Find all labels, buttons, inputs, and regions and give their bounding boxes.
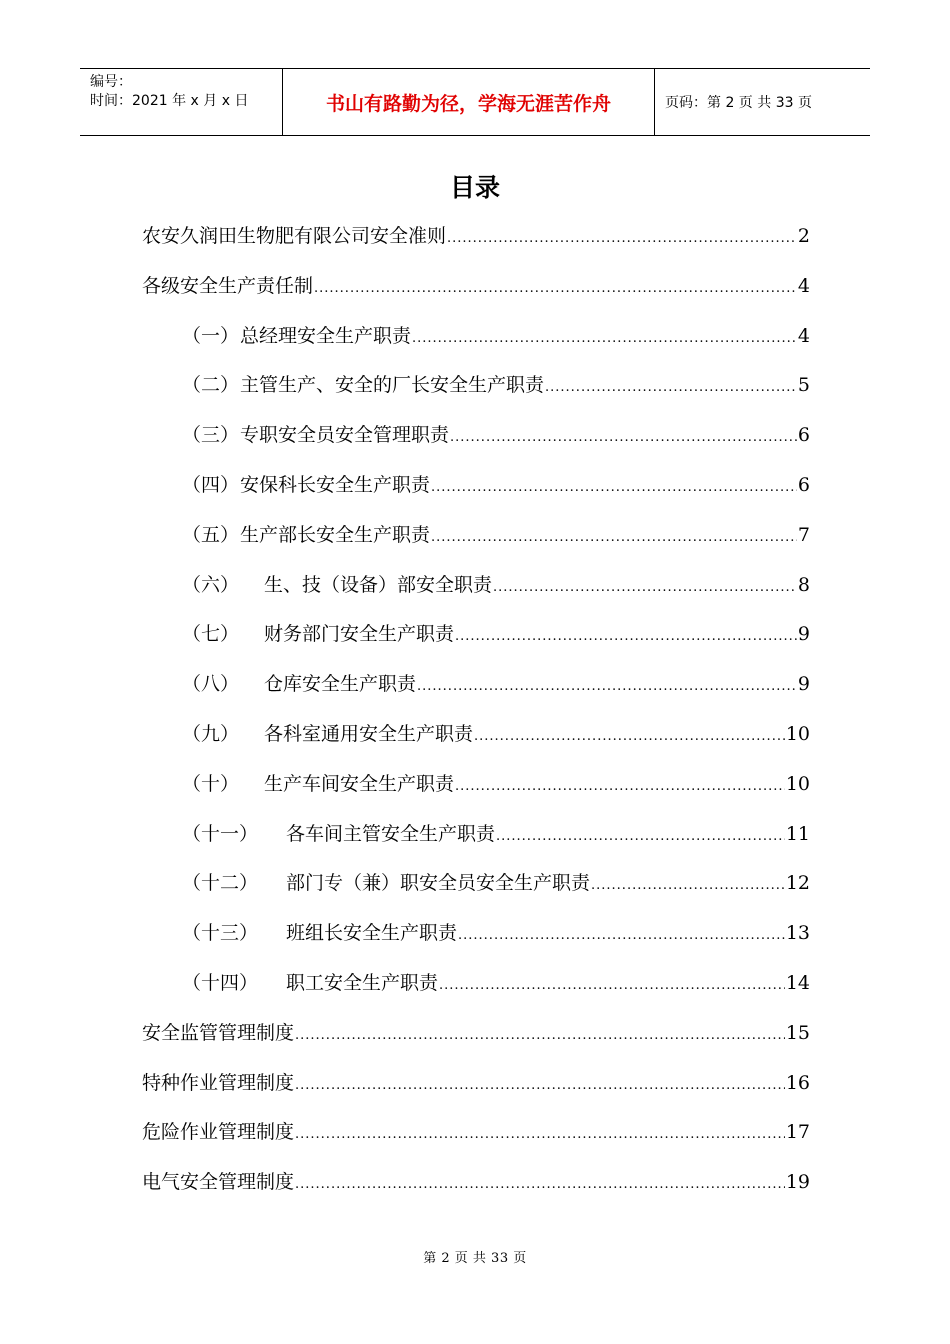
toc-entry-title: 危险作业管理制度 <box>142 1121 295 1144</box>
toc-entry-number: （五） <box>182 523 240 546</box>
toc-entry-number: （十四） <box>182 972 259 994</box>
dot-leader <box>447 225 797 253</box>
toc-entry-page-number: 13 <box>785 922 810 945</box>
dot-leader <box>417 673 797 701</box>
toc-entry-title: 各级安全生产责任制 <box>142 274 314 297</box>
toc-entry-page-number: 9 <box>797 623 810 646</box>
page-header <box>80 68 870 136</box>
toc-entry-page-number: 16 <box>785 1071 810 1094</box>
toc-entry-title: 专职安全员安全管理职责 <box>240 424 450 447</box>
toc-entry-number: （一） <box>182 324 240 347</box>
toc-entry-number: （六） <box>182 573 240 596</box>
toc-entry[interactable] <box>142 222 810 250</box>
toc-entry-title: 总经理安全生产职责 <box>240 324 412 347</box>
toc-entry-page-number: 14 <box>785 972 810 994</box>
dot-leader <box>439 972 785 1000</box>
toc-entry-number: （四） <box>182 474 240 496</box>
dot-leader <box>545 374 797 402</box>
toc-entry-number: （十二） <box>182 872 259 895</box>
toc-entry[interactable] <box>182 820 810 848</box>
toc-entry-page-number: 4 <box>797 274 810 297</box>
toc-entry-title: 生、技（设备）部安全职责 <box>264 573 493 596</box>
toc-entry-page-number: 11 <box>785 822 810 845</box>
dot-leader <box>412 325 797 353</box>
toc-entry-page-number: 5 <box>797 374 810 397</box>
toc-entry[interactable] <box>182 371 810 399</box>
header-page-info: 页码：第 2 页 共 33 页 <box>665 95 812 111</box>
toc-entry-number: （二） <box>182 374 240 397</box>
toc-entry[interactable] <box>182 620 810 648</box>
toc-entry-title: 各科室通用安全生产职责 <box>264 723 474 745</box>
toc-entry[interactable] <box>182 670 810 698</box>
toc-entry[interactable] <box>182 969 810 997</box>
toc-entry[interactable] <box>182 869 810 897</box>
toc-entry-page-number: 8 <box>797 573 810 596</box>
toc-entry[interactable] <box>182 720 810 748</box>
toc-entry-title: 班组长安全生产职责 <box>286 922 458 945</box>
toc-entry[interactable] <box>142 1069 810 1097</box>
toc-entry-page-number: 6 <box>797 424 810 447</box>
dot-leader <box>496 823 785 851</box>
dot-leader <box>455 623 797 651</box>
toc-entry-page-number: 9 <box>797 673 810 696</box>
toc-entry[interactable] <box>182 322 810 350</box>
toc-entry-title: 职工安全生产职责 <box>286 972 439 994</box>
toc-entry-title: 仓库安全生产职责 <box>264 673 417 696</box>
dot-leader <box>431 474 797 502</box>
toc-entry-title: 电气安全管理制度 <box>142 1171 295 1194</box>
toc-entry-number: （十） <box>182 772 240 795</box>
toc-entry-title: 安全监管管理制度 <box>142 1021 295 1044</box>
toc-entry[interactable] <box>142 1019 810 1047</box>
dot-leader <box>455 773 785 801</box>
toc-entry[interactable] <box>142 1168 810 1196</box>
toc-entry-title: 各车间主管安全生产职责 <box>286 822 496 845</box>
toc-entry-number: （三） <box>182 424 240 447</box>
header-meta <box>80 69 282 135</box>
toc-entry-title: 财务部门安全生产职责 <box>264 623 455 646</box>
toc-entry[interactable] <box>142 272 810 300</box>
toc-entry[interactable] <box>182 421 810 449</box>
toc-entry-number: （九） <box>182 723 240 745</box>
toc-entry-number: （七） <box>182 623 240 646</box>
toc-entry-number: （八） <box>182 673 240 696</box>
toc-entry-page-number: 15 <box>785 1021 810 1044</box>
toc-entry[interactable] <box>182 571 810 599</box>
toc-entry-number: （十三） <box>182 922 259 945</box>
toc-entry-page-number: 7 <box>797 523 810 546</box>
dot-leader <box>458 922 785 950</box>
toc-entry-title: 安保科长安全生产职责 <box>240 474 431 496</box>
toc-entry[interactable] <box>182 770 810 798</box>
number-label: 编号： <box>90 74 132 90</box>
dot-leader <box>295 1171 785 1199</box>
toc-entry-page-number: 12 <box>785 872 810 895</box>
toc-entry-title: 农安久润田生物肥有限公司安全准则 <box>142 225 447 247</box>
toc-entry[interactable] <box>142 1118 810 1146</box>
dot-leader <box>474 723 785 751</box>
header-motto: 书山有路勤为径，学海无涯苦作舟 <box>282 69 655 135</box>
toc-entry-title: 特种作业管理制度 <box>142 1071 295 1094</box>
toc-entry-page-number: 10 <box>785 723 810 745</box>
dot-leader <box>591 872 785 900</box>
toc-entry-page-number: 2 <box>797 225 810 247</box>
time-label: 时间：2021 年 x 月 x 日 <box>90 93 249 109</box>
toc-entry-page-number: 19 <box>785 1171 810 1194</box>
toc-entry[interactable] <box>182 521 810 549</box>
toc-entry-title: 主管生产、安全的厂长安全生产职责 <box>240 374 545 397</box>
toc-entry-title: 生产部长安全生产职责 <box>240 523 431 546</box>
dot-leader <box>295 1072 785 1100</box>
dot-leader <box>295 1022 785 1050</box>
toc-entry-page-number: 6 <box>797 474 810 496</box>
toc-entry[interactable] <box>182 471 810 499</box>
toc-entry-title: 生产车间安全生产职责 <box>264 772 455 795</box>
toc-entry-title: 部门专（兼）职安全员安全生产职责 <box>286 872 591 895</box>
dot-leader <box>450 424 797 452</box>
dot-leader <box>295 1121 785 1149</box>
dot-leader <box>314 275 797 303</box>
page-title: 目录 <box>449 173 500 202</box>
toc-entry[interactable] <box>182 919 810 947</box>
toc-entry-page-number: 4 <box>797 324 810 347</box>
dot-leader <box>431 524 797 552</box>
toc-entry-page-number: 10 <box>785 772 810 795</box>
dot-leader <box>493 574 797 602</box>
toc-entry-page-number: 17 <box>785 1121 810 1144</box>
page-footer: 第 2 页 共 33 页 <box>423 1251 527 1266</box>
toc-entry-number: （十一） <box>182 822 259 845</box>
